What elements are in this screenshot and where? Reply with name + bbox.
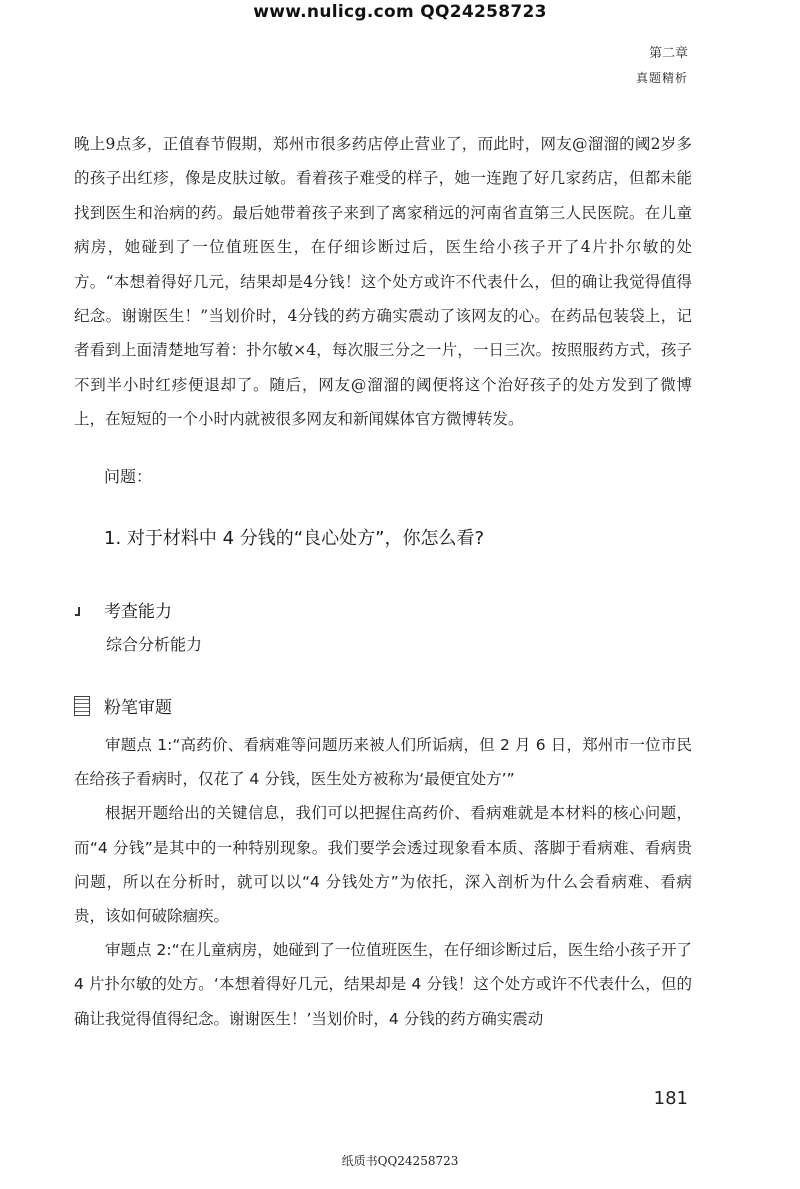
review-icon [74,696,90,716]
question-label: 问题： [104,467,153,486]
review-heading [74,693,172,718]
story-paragraph: 晚上9点多，正值春节假期，郑州市很多药店停止营业了，而此时，网友@溜溜的阈2岁多的孩子出红疹，像是皮肤过敏。看着孩子难受的样子，她一连跑了好几家药店，但都未能找到医生和治病的药。最后她带着孩子来到了离家稍远的河南省直第三人民医院。在儿童病房，她碰到了一位值班医生，在仔细诊断过后，医生给小孩子开了4片扑尔敏的处方。“本想着得好几元，结果却是4分钱！这个处方或许不代表什么，但的确让我觉得值得纪念。谢谢医生！”当划价时，4分钱的药方确实震动了该网友的心。在药品包装袋上，记者看到上面清楚地写着：扑尔敏×4，每次服三分之一片，一日三次。按照服药方式，孩子不到半小时红疹便退却了。随后，网友@溜溜的阈便将这个治好孩子的处方发到了微博上，在短短的一个小时内就被很多网友和新闻媒体官方微博转发。 [74,135,692,429]
question-1: 1. 对于材料中 4 分钱的“良心处方”，你怎么看? [104,528,484,549]
review-paragraph-2: 根据开题给出的关键信息，我们可以把握住高药价、看病难就是本材料的核心问题，而“4 分钱”是其中的一种特别现象。我们要学会透过现象看本质、落脚于看病难、看病贵问题，所以在分析时，就可以以“4 分钱处方”为依托，深入剖析为什么会看病难、看病贵，该如何破除痼疾。 [74,804,692,926]
watermark-footer: 纸质书QQ24258723 [341,1154,459,1168]
chapter-section: 真题精析 [635,71,688,85]
ability-icon [74,600,90,620]
page-number: 181 [653,1088,688,1109]
chapter-header [636,42,688,90]
review-analysis [74,728,692,1036]
watermark-header: www.nulicg.com QQ24258723 [253,2,547,22]
ability-text: 综合分析能力 [106,635,203,654]
review-title: 粉笔审题 [104,698,172,718]
chapter-title: 第二章 [648,46,688,61]
ability-heading [74,597,172,622]
ability-title: 考查能力 [104,602,172,622]
review-paragraph-3: 审题点 2:“在儿童病房，她碰到了一位值班医生，在仔细诊断过后，医生给小孩子开了 4 片扑尔敏的处方。‘本想着得好几元，结果却是 4 分钱！这个处方或许不代表什么，但的确让我觉得值得纪念。谢谢医生！’当划价时，4 分钱的药方确实震动 [74,941,692,1028]
review-paragraph-1: 审题点 1:“高药价、看病难等问题历来被人们所诟病，但 2 月 6 日，郑州市一位市民在给孩子看病时，仅花了 4 分钱，医生处方被称为‘最便宜处方’” [74,736,692,789]
